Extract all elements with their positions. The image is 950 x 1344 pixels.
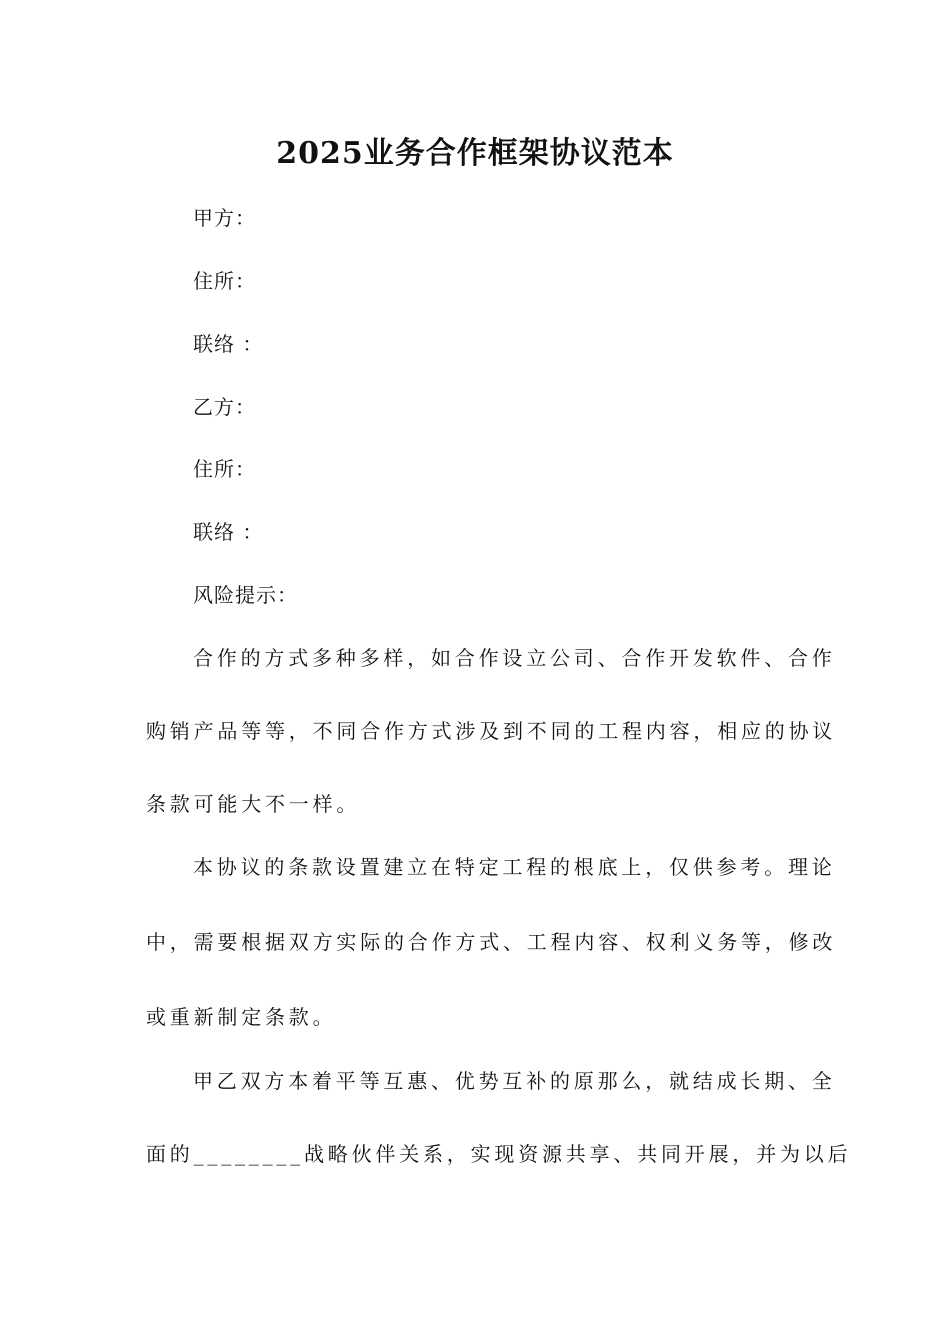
- paragraph-line: 甲乙双方本着平等互惠、优势互补的原那么，就结成长期、全: [193, 1069, 836, 1093]
- paragraph-line: 或重新制定条款。: [146, 1005, 337, 1029]
- risk-notice-heading: 风险提示：: [193, 583, 298, 607]
- party-a-label: 甲方：: [193, 206, 256, 230]
- paragraph-line: 合作的方式多种多样，如合作设立公司、合作开发软件、合作: [193, 646, 836, 670]
- paragraph-line: 购销产品等等，不同合作方式涉及到不同的工程内容，相应的协议: [146, 719, 837, 743]
- party-b-address-label: 住所：: [193, 457, 256, 481]
- party-a-contact-label: 联络 ：: [193, 332, 264, 356]
- paragraph-line: 本协议的条款设置建立在特定工程的根底上，仅供参考。理论: [193, 855, 836, 879]
- party-b-label: 乙方：: [193, 395, 256, 419]
- document-title: 2025业务合作框架协议范本: [276, 136, 674, 171]
- party-b-contact-label: 联络 ：: [193, 520, 264, 544]
- paragraph-line: 中，需要根据双方实际的合作方式、工程内容、权利义务等，修改: [146, 930, 837, 954]
- paragraph-line: 条款可能大不一样。: [146, 792, 361, 816]
- paragraph-line: 面的________战略伙伴关系，实现资源共享、共同开展，并为以后: [146, 1142, 852, 1166]
- party-a-address-label: 住所：: [193, 269, 256, 293]
